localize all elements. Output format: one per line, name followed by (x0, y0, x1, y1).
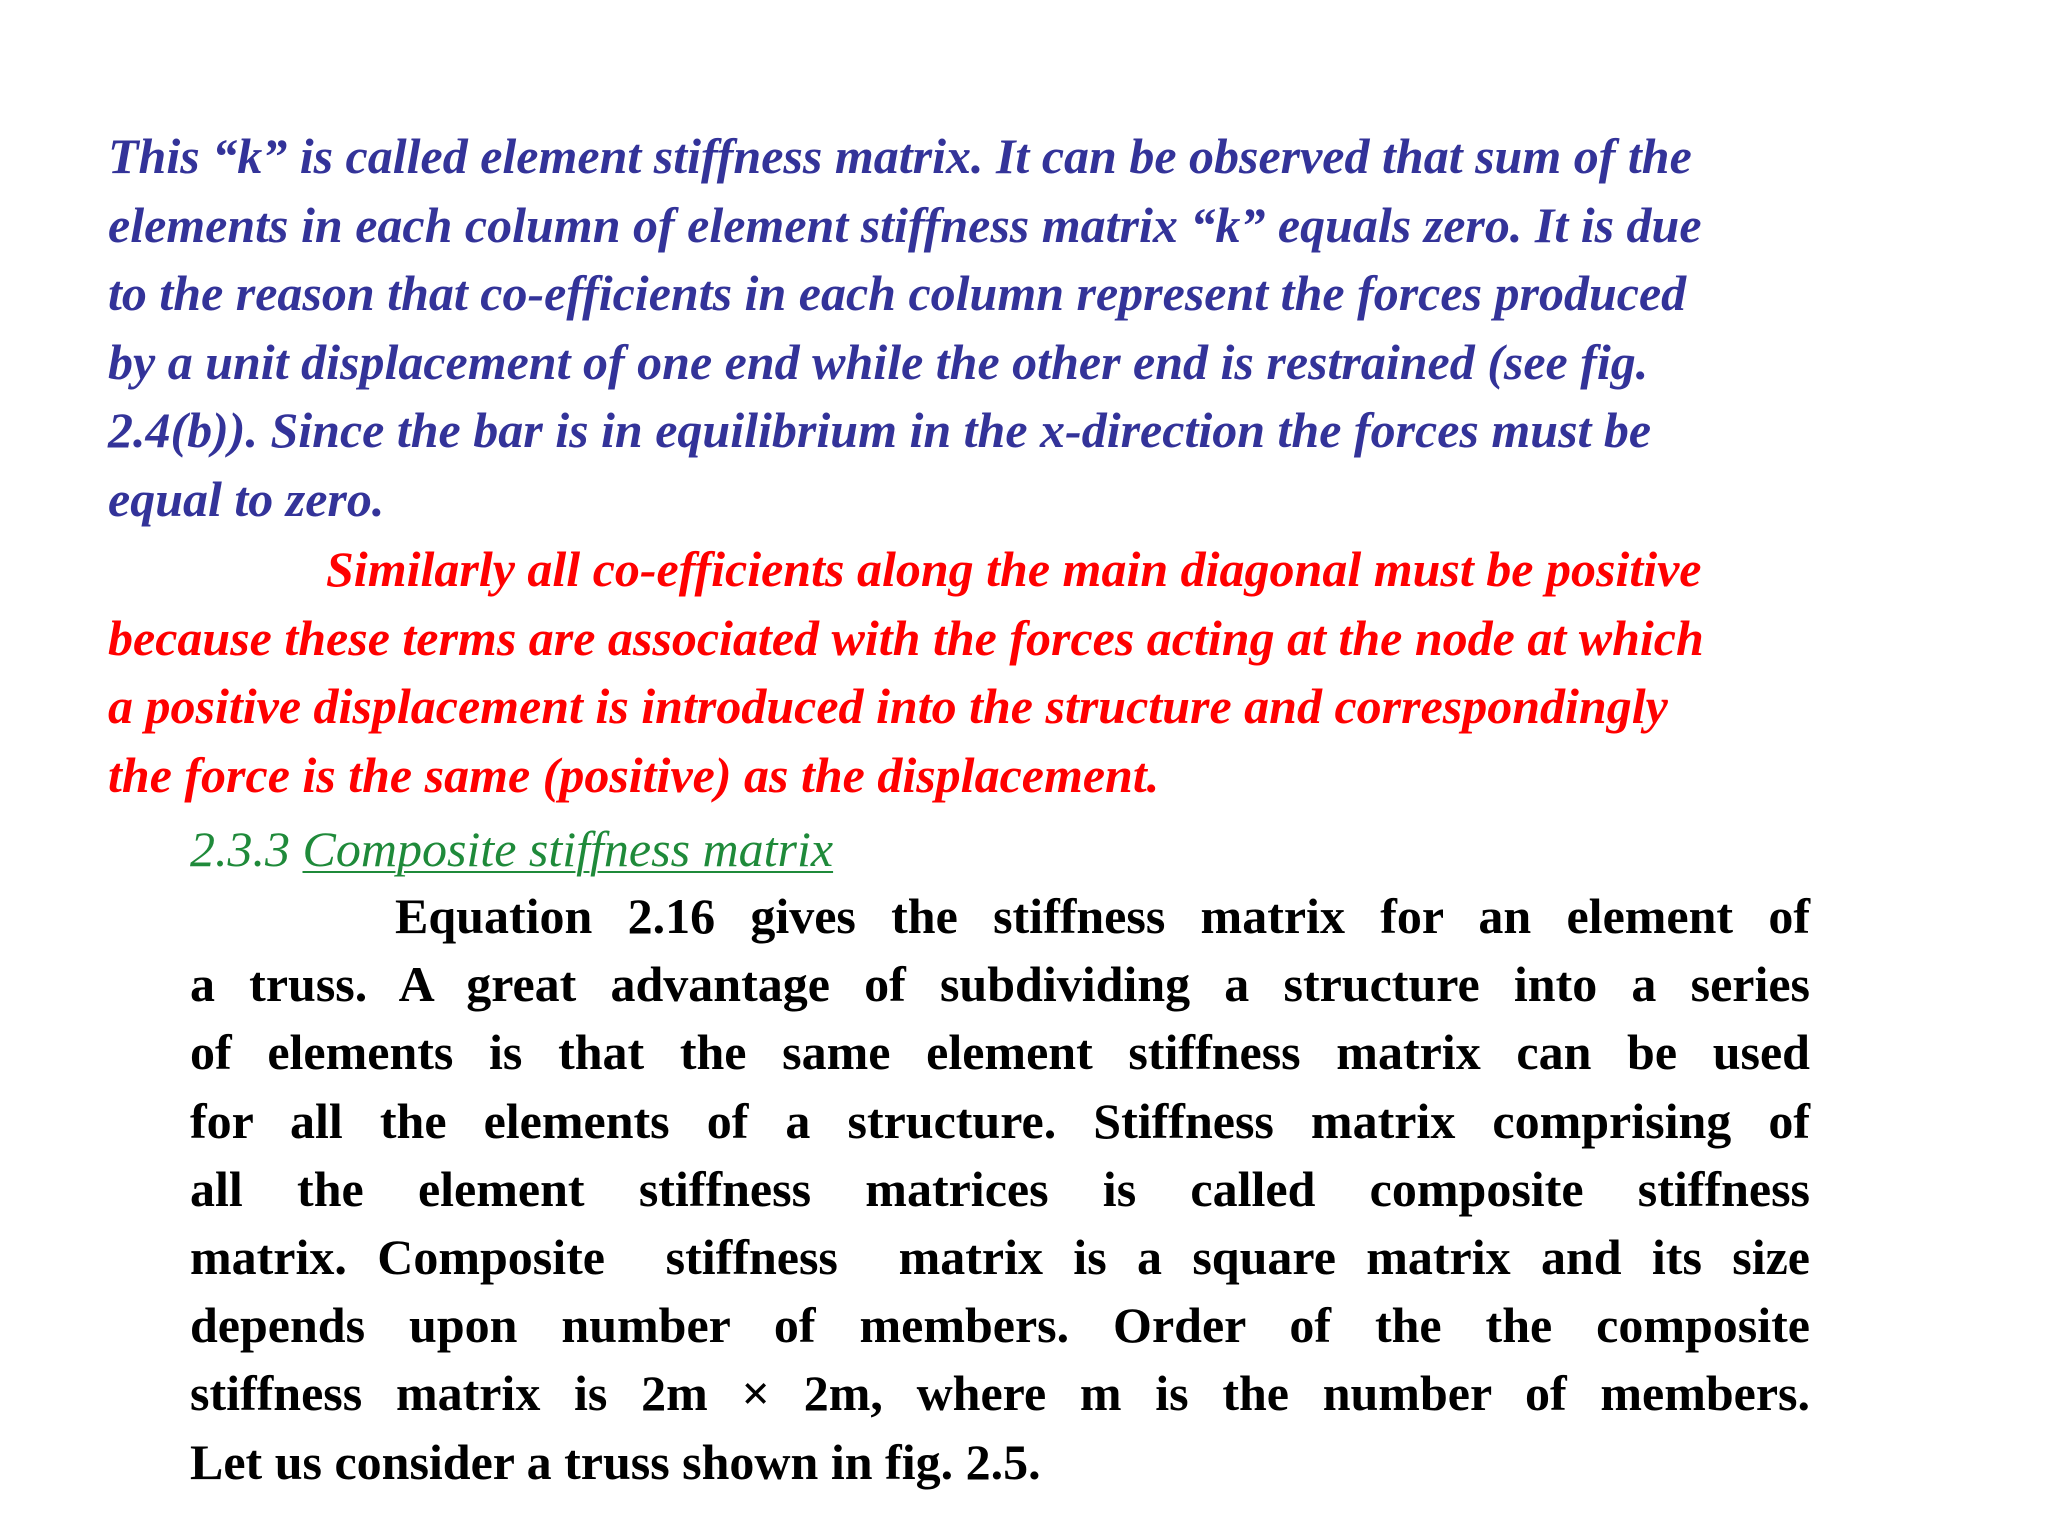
paragraph-line: the force is the same (positive) as the displacement. (108, 746, 1160, 803)
paragraph-line: for all the elements of a structure. Stiffness matrix comprising of (190, 1092, 1810, 1149)
paragraph-line: stiffness matrix is 2m × 2m, where m is the number of members. (190, 1365, 1810, 1422)
paragraph-line: of elements is that the same element stiffness matrix can be used (190, 1024, 1810, 1081)
paragraph-line: Similarly all co-efficients along the main diagonal must be positive (326, 541, 1702, 597)
section-title: Composite stiffness matrix (302, 821, 834, 877)
section-number: 2.3.3 (190, 821, 290, 877)
paragraph-line: all the element stiffness matrices is called composite stiffness (190, 1160, 1810, 1217)
paragraph-line: a truss. A great advantage of subdividing a structure into a series (190, 956, 1810, 1013)
paragraph-line: Let us consider a truss shown in fig. 2.5. (190, 1433, 1041, 1490)
composite-matrix-paragraph (190, 882, 1810, 1496)
paragraph-line: matrix. Composite stiffness matrix is a square matrix and its size (190, 1229, 1810, 1286)
diagonal-positive-paragraph (108, 535, 1938, 809)
section-heading (190, 815, 833, 883)
paragraph-line: a positive displacement is introduced into the structure and correspondingly (108, 678, 1668, 734)
paragraph-line: Equation 2.16 gives the stiffness matrix for an element of (395, 888, 1810, 944)
paragraph-line: because these terms are associated with the forces acting at the node at which (108, 609, 1704, 666)
stiffness-explanation-paragraph: This “k” is called element stiffness matrix. It can be observed that sum of the elements in each column of element stiffness matrix “k” equals zero. It is due to the reason that co-efficients in each column represent the forces produced by a unit displacement of one end while the other end is restrained (see fig. 2.4(b)). Since the bar is in equilibrium in the x-direction the forces must be equal to zero. (108, 128, 1702, 527)
paragraph-line: depends upon number of members. Order of the the composite (190, 1297, 1810, 1354)
